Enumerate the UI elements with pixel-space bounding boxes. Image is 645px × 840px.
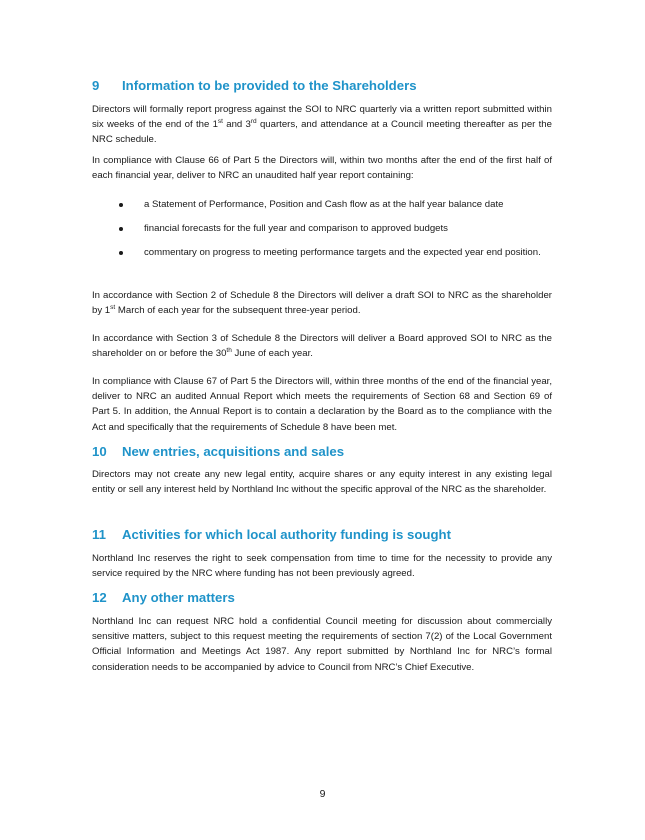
superscript: rd xyxy=(250,118,257,126)
list-item-text: commentary on progress to meeting performance targets and the expected year end position. xyxy=(144,247,541,258)
paragraph-text: March of each year for the subsequent three-year period. xyxy=(115,305,361,317)
section-number: 9 xyxy=(92,78,100,93)
section-title: Any other matters xyxy=(122,590,235,605)
bullet-icon xyxy=(119,227,123,231)
section-number: 11 xyxy=(92,527,106,542)
section-12-heading xyxy=(92,590,552,605)
section-9-paragraph-2: In compliance with Clause 66 of Part 5 the Directors will, within two months after the end of the first half of each financial year, deliver to NRC an unaudited half year report containing: xyxy=(92,155,552,182)
superscript: st xyxy=(217,118,223,126)
section-title: Information to be provided to the Shareholders xyxy=(122,78,417,93)
section-9-paragraph-1 xyxy=(92,102,552,148)
paragraph-text: quarters, and attendance at a Council meeting thereafter as per the NRC schedule. xyxy=(92,119,552,146)
section-9-paragraph-4 xyxy=(92,331,552,361)
section-number: 10 xyxy=(92,444,107,459)
section-title: New entries, acquisitions and sales xyxy=(122,444,345,459)
section-11-paragraph-1: Northland Inc reserves the right to seek compensation from time to time for the necessity to provide any service required by the NRC where funding has not been previously agreed. xyxy=(92,553,552,580)
page-number: 9 xyxy=(319,788,326,800)
section-12-paragraph-1: Northland Inc can request NRC hold a confidential Council meeting for discussion about commercially sensitive matters, subject to this request meeting the requirements of section 7(2) of the Local Government Official Information and Meetings Act 1987. Any report submitted by Northland Inc for NRC’s formal consideration needs to be accompanied by advice to Council from NRC’s Chief Executive. xyxy=(92,616,552,673)
section-9-paragraph-3 xyxy=(92,288,552,318)
section-number: 12 xyxy=(92,590,107,605)
paragraph-text: and 3 xyxy=(222,119,251,131)
section-10-paragraph-1: Directors may not create any new legal entity, acquire shares or any equity interest in any existing legal entity or sell any interest held by Northland Inc without the specific approval of the NRC as the shareholder. xyxy=(92,469,552,496)
section-9-heading xyxy=(92,78,552,93)
section-9-paragraph-5: In compliance with Clause 67 of Part 5 the Directors will, within three months of the end of the financial year, deliver to NRC an audited Annual Report which meets the requirements of Section 68 and Section 69 of Part 5. In addition, the Annual Report is to contain a declaration by the Board as to the compliance with the Act and specifically that the requirements of Schedule 8 have been met. xyxy=(92,376,552,433)
paragraph-text: In accordance with Section 2 of Schedule 8 the Directors will deliver a draft SOI to NRC as the shareholder by 1 xyxy=(92,290,552,317)
paragraph-text: Directors will formally report progress against the SOI to NRC quarterly via a written report submitted within six weeks of the end of the 1 xyxy=(92,104,552,131)
paragraph-text: June of each year. xyxy=(231,348,313,360)
bullet-icon xyxy=(119,203,123,207)
list-item-text: financial forecasts for the full year and comparison to approved budgets xyxy=(144,223,448,234)
section-10-heading xyxy=(92,444,552,459)
superscript: th xyxy=(226,347,232,355)
paragraph-text: In accordance with Section 3 of Schedule 8 the Directors will deliver a Board approved SOI to NRC as the shareholder on or before the 30 xyxy=(92,333,552,360)
section-11-heading xyxy=(92,527,552,542)
section-title: Activities for which local authority funding is sought xyxy=(122,527,451,542)
list-item-text: a Statement of Performance, Position and Cash flow as at the half year balance date xyxy=(144,199,504,210)
superscript: st xyxy=(110,304,116,312)
bullet-icon xyxy=(119,251,123,255)
